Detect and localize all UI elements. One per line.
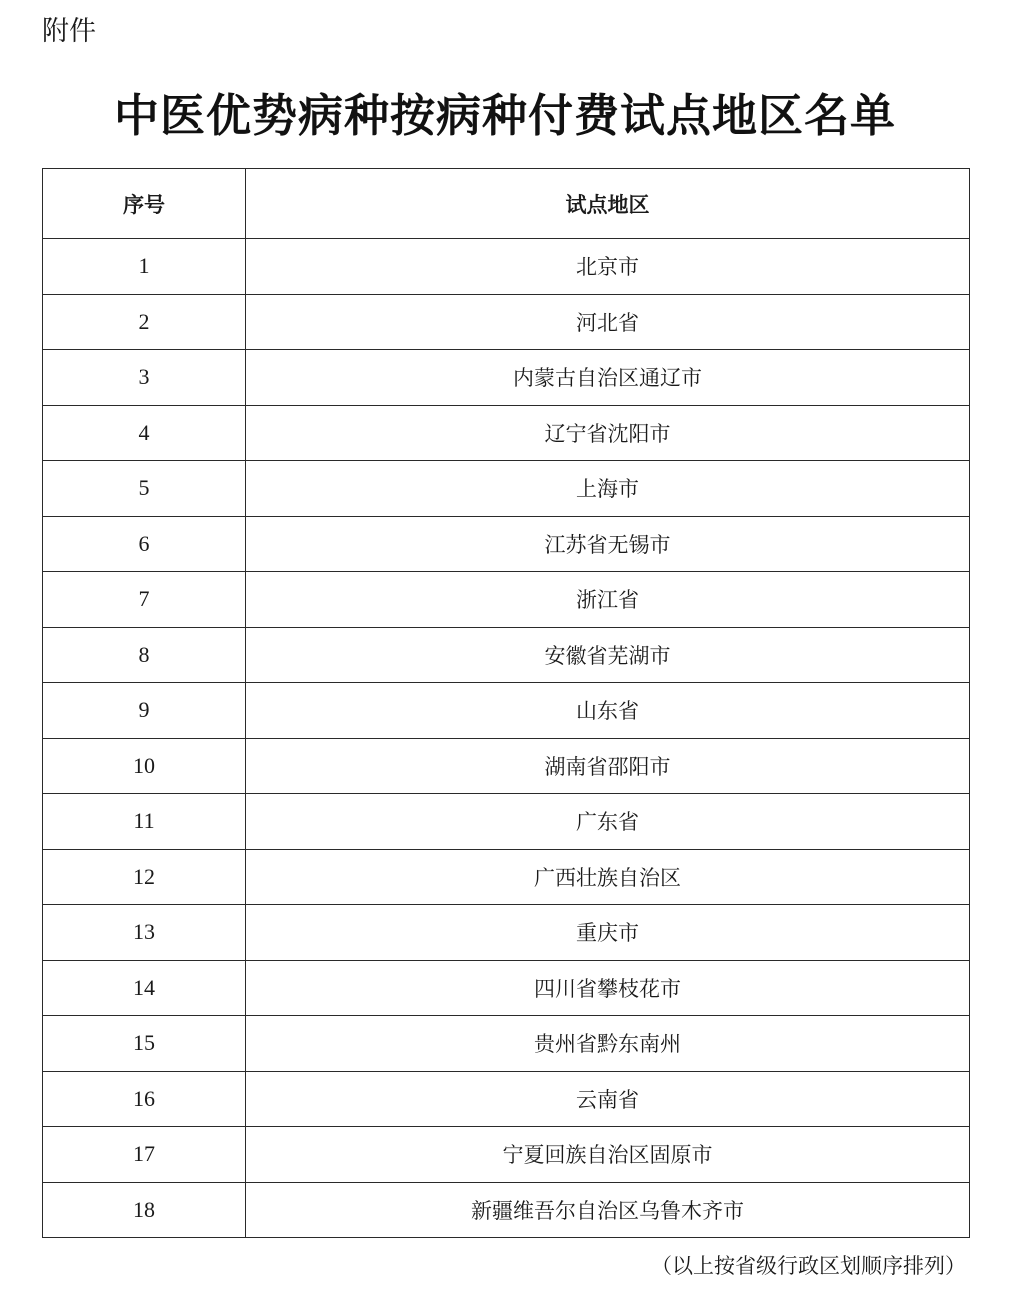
row-region: 贵州省黔东南州 xyxy=(246,1016,970,1072)
table-row xyxy=(43,794,970,850)
row-region: 内蒙古自治区通辽市 xyxy=(246,350,970,406)
row-number: 18 xyxy=(43,1182,246,1238)
row-number: 10 xyxy=(43,738,246,794)
row-number: 4 xyxy=(43,405,246,461)
page-title: 中医优势病种按病种付费试点地区名单 xyxy=(113,89,896,142)
table-row xyxy=(43,239,970,295)
row-region: 上海市 xyxy=(246,461,970,517)
row-region: 河北省 xyxy=(246,294,970,350)
table-row xyxy=(43,294,970,350)
row-region: 新疆维吾尔自治区乌鲁木齐市 xyxy=(246,1182,970,1238)
row-region: 四川省攀枝花市 xyxy=(246,960,970,1016)
row-number: 8 xyxy=(43,627,246,683)
table-row xyxy=(43,960,970,1016)
row-region: 广西壮族自治区 xyxy=(246,849,970,905)
row-number: 2 xyxy=(43,294,246,350)
table-row xyxy=(43,405,970,461)
table-row xyxy=(43,1182,970,1238)
table-row xyxy=(43,627,970,683)
ordering-note: （以上按省级行政区划顺序排列） xyxy=(651,1254,966,1278)
row-number: 17 xyxy=(43,1127,246,1183)
row-region: 浙江省 xyxy=(246,572,970,628)
row-number: 3 xyxy=(43,350,246,406)
table-row xyxy=(43,350,970,406)
table-row xyxy=(43,572,970,628)
row-number: 14 xyxy=(43,960,246,1016)
table-row xyxy=(43,461,970,517)
table-row xyxy=(43,516,970,572)
row-number: 6 xyxy=(43,516,246,572)
attachment-label: 附件 xyxy=(42,16,96,47)
table-header-row xyxy=(43,169,970,239)
row-number: 1 xyxy=(43,239,246,295)
row-region: 湖南省邵阳市 xyxy=(246,738,970,794)
row-region: 宁夏回族自治区固原市 xyxy=(246,1127,970,1183)
row-number: 12 xyxy=(43,849,246,905)
row-number: 15 xyxy=(43,1016,246,1072)
table-row xyxy=(43,905,970,961)
row-number: 13 xyxy=(43,905,246,961)
row-region: 北京市 xyxy=(246,239,970,295)
header-pilot-region: 试点地区 xyxy=(246,169,970,239)
row-region: 江苏省无锡市 xyxy=(246,516,970,572)
table-row xyxy=(43,1016,970,1072)
row-number: 5 xyxy=(43,461,246,517)
table-row xyxy=(43,849,970,905)
table-row xyxy=(43,738,970,794)
row-region: 辽宁省沈阳市 xyxy=(246,405,970,461)
pilot-regions-table xyxy=(42,168,970,1238)
header-serial-number: 序号 xyxy=(43,169,246,239)
row-region: 山东省 xyxy=(246,683,970,739)
table-row xyxy=(43,1071,970,1127)
row-region: 云南省 xyxy=(246,1071,970,1127)
row-number: 9 xyxy=(43,683,246,739)
row-number: 16 xyxy=(43,1071,246,1127)
table-row xyxy=(43,1127,970,1183)
row-number: 7 xyxy=(43,572,246,628)
table-row xyxy=(43,683,970,739)
row-region: 安徽省芜湖市 xyxy=(246,627,970,683)
row-region: 广东省 xyxy=(246,794,970,850)
row-region: 重庆市 xyxy=(246,905,970,961)
row-number: 11 xyxy=(43,794,246,850)
